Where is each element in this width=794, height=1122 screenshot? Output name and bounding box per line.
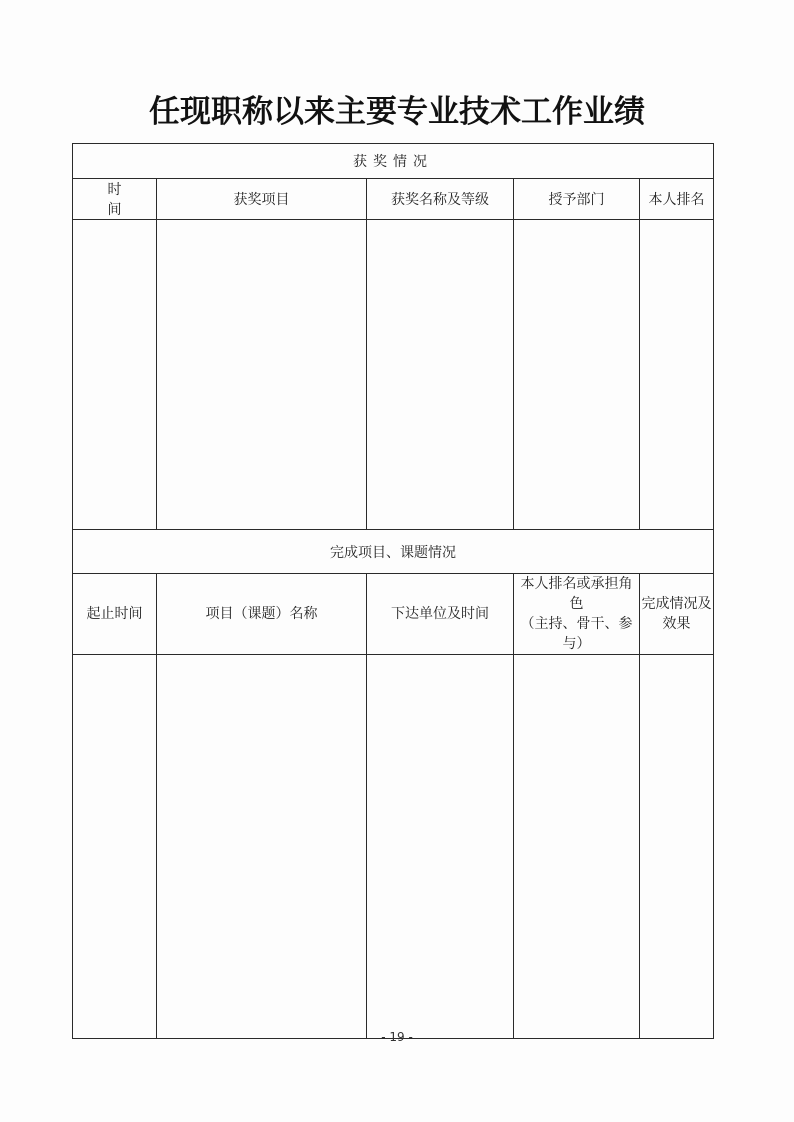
projects-issuer-cell[interactable]	[367, 655, 514, 1039]
awards-col-time: 时间	[73, 179, 157, 220]
awards-col-project: 获奖项目	[157, 179, 367, 220]
awards-project-cell[interactable]	[157, 220, 367, 530]
awards-column-header-row	[73, 179, 714, 220]
projects-role-cell[interactable]	[514, 655, 640, 1039]
projects-col-role-line2: （主持、骨干、参与）	[520, 616, 633, 652]
projects-period-cell[interactable]	[73, 655, 157, 1039]
projects-col-period: 起止时间	[73, 574, 157, 655]
awards-section-title: 获奖情况	[73, 144, 714, 179]
projects-result-cell[interactable]	[640, 655, 714, 1039]
projects-col-role-line1: 本人排名或承担角色	[520, 576, 633, 612]
page-number: - 19 -	[381, 1030, 413, 1044]
projects-col-result	[640, 574, 714, 655]
projects-col-result-line2: 效果	[662, 616, 691, 632]
projects-col-issuer-label: 下达单位及时间	[391, 606, 489, 622]
awards-award-name-cell[interactable]	[367, 220, 514, 530]
awards-section-header-row	[73, 144, 714, 179]
projects-col-result-line1: 完成情况及	[641, 596, 712, 612]
achievement-table	[72, 143, 714, 1039]
awards-department-cell[interactable]	[514, 220, 640, 530]
awards-col-award-name: 获奖名称及等级	[367, 179, 514, 220]
projects-section-header-row	[73, 530, 714, 574]
awards-time-cell[interactable]	[73, 220, 157, 530]
projects-section-title: 完成项目、课题情况	[73, 530, 714, 574]
awards-rank-cell[interactable]	[640, 220, 714, 530]
projects-column-header-row	[73, 574, 714, 655]
awards-body-row	[73, 220, 714, 530]
projects-col-name: 项目（课题）名称	[157, 574, 367, 655]
projects-body-row	[73, 655, 714, 1039]
projects-col-role	[514, 574, 640, 655]
awards-col-rank: 本人排名	[640, 179, 714, 220]
awards-col-department: 授予部门	[514, 179, 640, 220]
projects-col-issuer	[367, 574, 514, 655]
projects-name-cell[interactable]	[157, 655, 367, 1039]
page-title: 任现职称以来主要专业技术工作业绩	[149, 94, 645, 130]
